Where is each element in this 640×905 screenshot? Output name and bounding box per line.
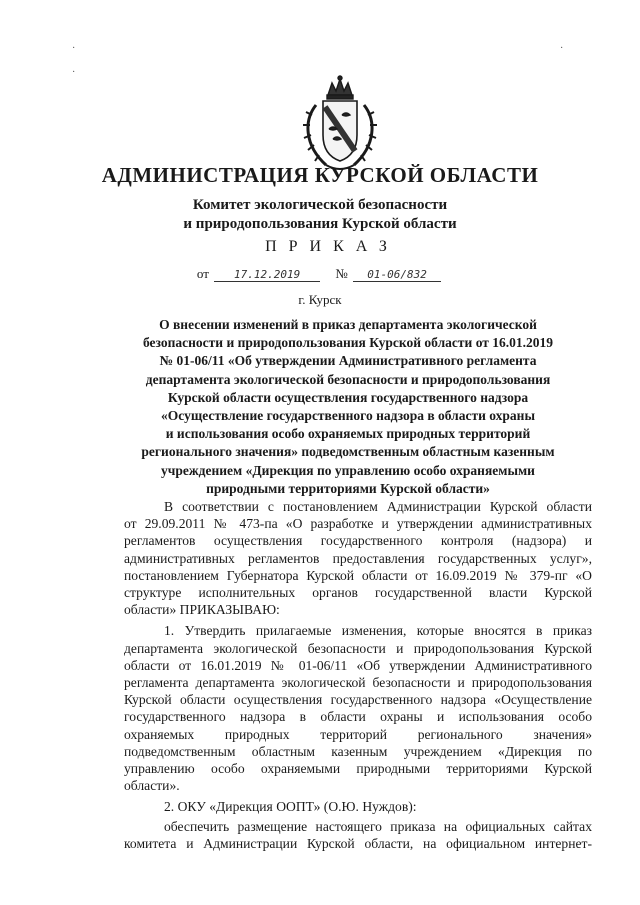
- subject-line: природными территориями Курской области»: [206, 480, 490, 496]
- scan-mark: ·: [72, 67, 76, 78]
- body-line: постановлением Губернатора Курской области от 16.09.2019 № 379-пг «О: [124, 567, 592, 583]
- body-line: области».: [124, 778, 180, 794]
- city: г. Курск: [298, 292, 342, 307]
- subject-line: «Осуществление государственного надзора в области охраны: [161, 408, 535, 424]
- committee-name-line: и природопользования Курской области: [183, 216, 457, 232]
- body-line: регламентов осуществления государственного контроля (надзора) и: [124, 533, 592, 549]
- subject-line: учреждением «Дирекция по управлению особо охраняемыми: [161, 462, 535, 478]
- body-line: 2. ОКУ «Дирекция ООПТ» (О.Ю. Нуждов):: [164, 799, 417, 815]
- scan-mark: ·: [560, 43, 564, 54]
- body-line: обеспечить размещение настоящего приказа на официальных сайтах: [164, 818, 592, 834]
- subject-line: № 01-06/11 «Об утверждении Административного регламента: [159, 353, 537, 369]
- scan-mark: ·: [72, 43, 76, 54]
- clause-2-subparagraph: [124, 818, 592, 852]
- organization-title: АДМИНИСТРАЦИЯ КУРСКОЙ ОБЛАСТИ: [101, 163, 539, 187]
- subject-line: О внесении изменений в приказ департамента экологической: [159, 317, 537, 332]
- order-date-number: [0, 266, 640, 282]
- body-line: управлению особо охраняемыми природными территориями Курской: [124, 761, 592, 777]
- body-line: государственного надзора в области охраны и использования особо: [124, 709, 592, 725]
- number-prefix: №: [335, 266, 348, 281]
- document-type: ПРИКАЗ: [265, 238, 399, 255]
- body-line: Курской области осуществления государственного надзора «Осуществление: [124, 692, 592, 708]
- subject-line: безопасности и природопользования Курской области от 16.01.2019: [142, 335, 554, 351]
- committee-name-line: Комитет экологической безопасности: [192, 197, 448, 213]
- body-line: структуре исполнительных органов государственной власти Курской: [124, 585, 592, 601]
- clause-2-paragraph: [124, 798, 592, 815]
- order-subject: [128, 316, 568, 498]
- document-body: [124, 498, 592, 852]
- body-line: регламента департамента экологической безопасности и природопользования: [124, 675, 592, 691]
- order-number: 01-06/832: [353, 268, 441, 282]
- date-prefix: от: [196, 266, 209, 281]
- subject-line: департамента экологической безопасности и природопользования: [145, 371, 551, 387]
- order-date: 17.12.2019: [214, 268, 320, 282]
- body-line: области от 16.01.2019 № 01-06/11 «Об утверждении Административного: [124, 657, 592, 673]
- body-line: В соответствии с постановлением Администрации Курской области: [164, 499, 592, 514]
- coat-of-arms-emblem: [296, 75, 384, 175]
- body-line: охраняемых природных территорий регионального значения»: [124, 726, 592, 742]
- body-line: департамента экологической безопасности и природопользования Курской: [124, 640, 592, 656]
- committee-name: [0, 196, 640, 234]
- body-line: комитета и Администрации Курской области, на официальном интернет-: [124, 835, 592, 851]
- preamble-paragraph: [124, 498, 592, 618]
- body-line: области» ПРИКАЗЫВАЮ:: [124, 602, 280, 618]
- subject-line: Курской области осуществления государственного надзора: [167, 389, 529, 405]
- clause-1-paragraph: [124, 622, 592, 794]
- subject-line: регионального значения» подведомственным областным казенным: [141, 444, 555, 460]
- body-line: подведомственным областным казенным учреждением «Дирекция по: [124, 743, 592, 759]
- body-line: 1. Утвердить прилагаемые изменения, которые вносятся в приказ: [164, 623, 592, 639]
- body-line: административных регламентов предоставления государственных услуг»,: [124, 550, 592, 566]
- subject-line: и использования особо охраняемых природных территорий: [165, 426, 531, 442]
- body-line: от 29.09.2011 № 473-па «О разработке и утверждении административных: [124, 516, 592, 532]
